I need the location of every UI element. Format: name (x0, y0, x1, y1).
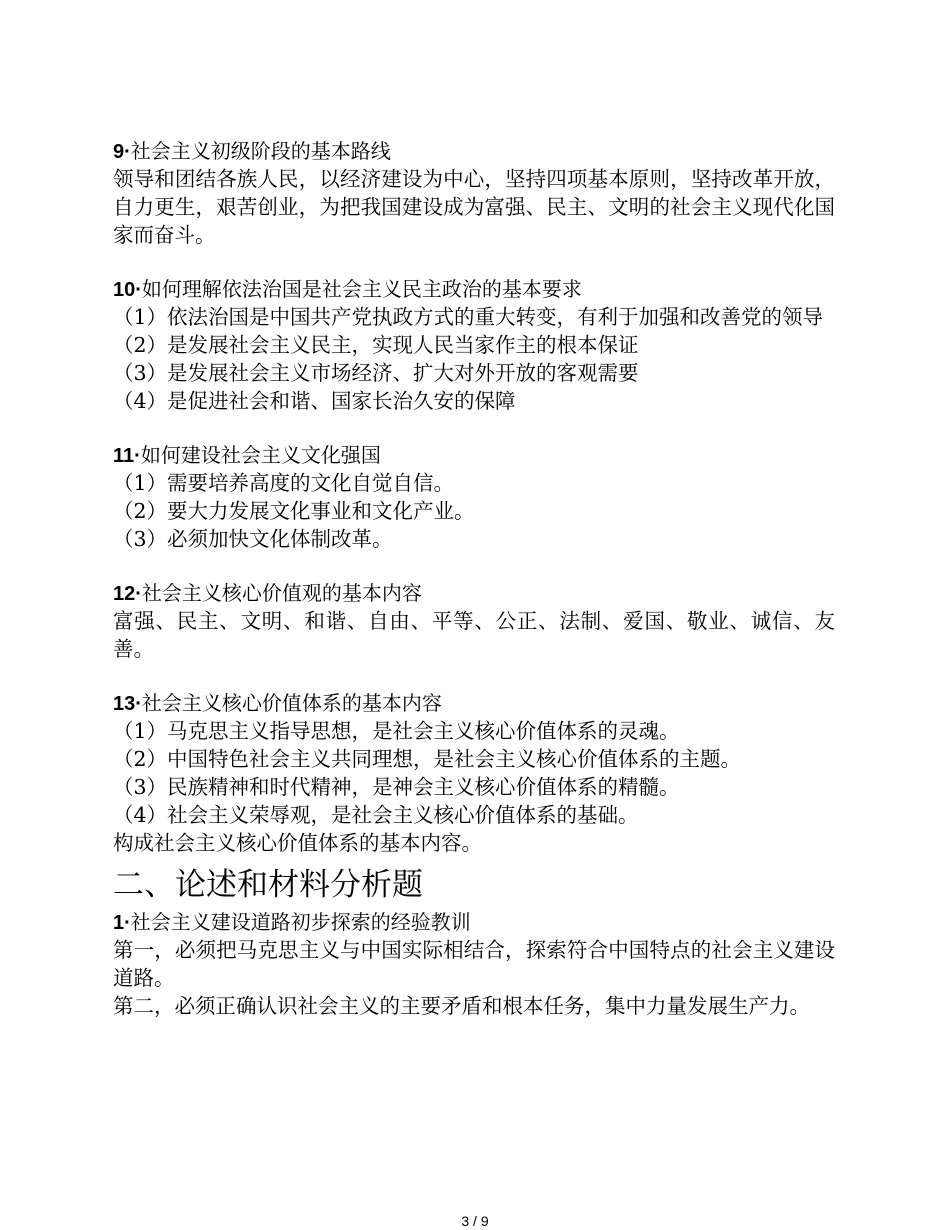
question-number: 13 (113, 693, 136, 715)
question-12-title (113, 580, 835, 607)
question-11-point-1: （1）需要培养高度的文化自觉自信。 (113, 471, 455, 495)
question-title-text: 如何建设社会主义文化强国 (140, 443, 381, 467)
question-10-point-4: （4）是促进社会和谐、国家长治久安的保障 (113, 389, 516, 413)
question-11-point-2: （2）要大力发展文化事业和文化产业。 (113, 499, 475, 523)
question-title-text: 社会主义建设道路初步探索的经验教训 (130, 910, 471, 934)
question-separator: · (135, 583, 142, 605)
question-13-title (113, 690, 835, 717)
question-title-text: 社会主义初级阶段的基本路线 (130, 139, 391, 163)
question-separator: · (124, 912, 131, 934)
question-9-title (113, 138, 835, 165)
question-separator: · (134, 445, 141, 467)
question-number: 12 (113, 583, 136, 605)
question-separator: · (124, 141, 131, 163)
question-number: 11 (113, 445, 135, 467)
question-title-text: 如何理解依法治国是社会主义民主政治的基本要求 (141, 277, 582, 301)
question-11-point-3: （3）必须加快文化体制改革。 (113, 527, 393, 551)
question-13-point-1: （1）马克思主义指导思想，是社会主义核心价值体系的灵魂。 (113, 719, 680, 743)
question-10-point-1: （1）依法治国是中国共产党执政方式的重大转变，有利于加强和改善党的领导 (113, 305, 824, 329)
part-2-question-1-title (113, 909, 835, 936)
part-2-heading: 二、论述和材料分析题 (113, 867, 423, 903)
question-number: 9 (113, 141, 125, 163)
question-separator: · (135, 279, 142, 301)
question-number: 1 (113, 912, 125, 934)
question-13-summary: 构成社会主义核心价值体系的基本内容。 (113, 831, 482, 855)
question-12-answer: 富强、民主、文明、和谐、自由、平等、公正、法制、爱国、敬业、诚信、友善。 (113, 609, 835, 661)
question-13-point-4: （4）社会主义荣辱观，是社会主义核心价值体系的基础。 (113, 803, 639, 827)
question-10-point-2: （2）是发展社会主义民主，实现人民当家作主的根本保证 (113, 333, 639, 357)
question-13-point-3: （3）民族精神和时代精神，是神会主义核心价值体系的精髓。 (113, 775, 680, 799)
question-title-text: 社会主义核心价值体系的基本内容 (141, 691, 442, 715)
question-10-title (113, 276, 835, 303)
part-2-question-1-point-2: 第二，必须正确认识社会主义的主要矛盾和根本任务，集中力量发展生产力。 (113, 994, 810, 1018)
question-title-text: 社会主义核心价值观的基本内容 (141, 581, 422, 605)
question-separator: · (135, 693, 142, 715)
page-content (113, 138, 835, 1020)
page-indicator: 3 / 9 (461, 1213, 489, 1229)
question-9-answer: 领导和团结各族人民，以经济建设为中心，坚持四项基本原则，坚持改革开放，自力更生，艰苦创业，为把我国建设成为富强、民主、文明的社会主义现代化国家而奋斗。 (113, 167, 835, 247)
part-2-question-1-point-1: 第一，必须把马克思主义与中国实际相结合，探索符合中国特点的社会主义建设道路。 (113, 938, 835, 990)
question-11-title (113, 442, 835, 469)
question-number: 10 (113, 279, 136, 301)
question-13-point-2: （2）中国特色社会主义共同理想，是社会主义核心价值体系的主题。 (113, 747, 742, 771)
question-10-point-3: （3）是发展社会主义市场经济、扩大对外开放的客观需要 (113, 361, 639, 385)
